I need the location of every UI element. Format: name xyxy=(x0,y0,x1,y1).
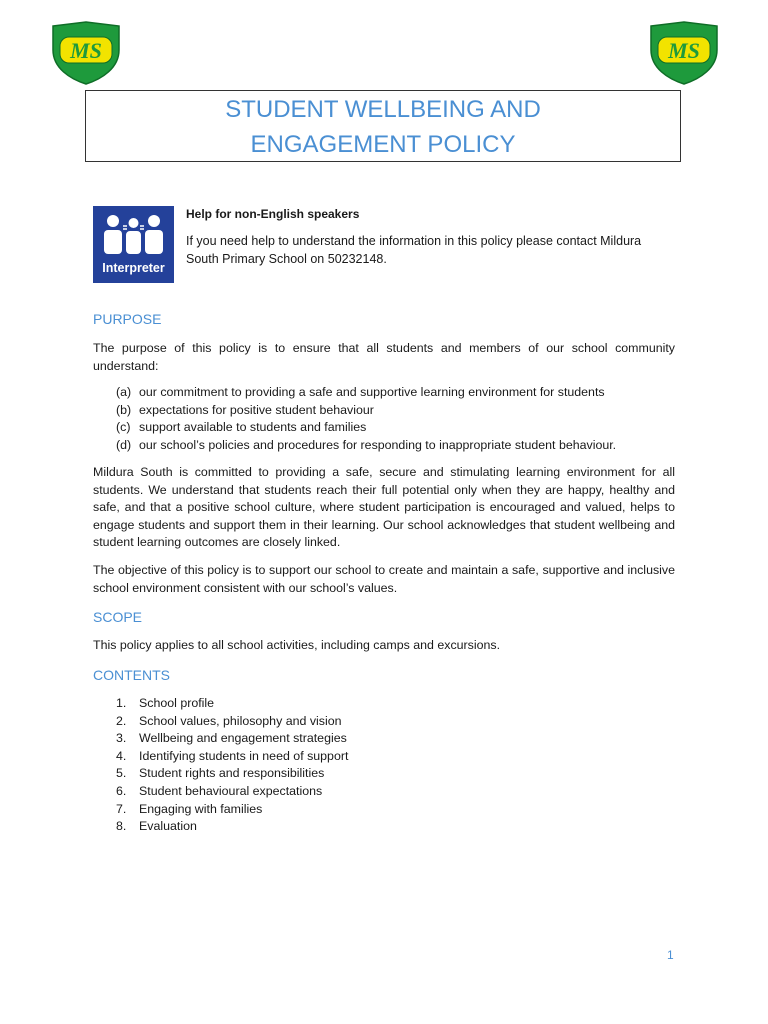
list-marker: 6. xyxy=(116,783,127,798)
page-number: 1 xyxy=(667,948,674,962)
list-item-text: expectations for positive student behaviour xyxy=(139,402,374,417)
help-text: If you need help to understand the information in this policy please contact Mildura South Primary School on 50232148. xyxy=(186,234,642,266)
list-item xyxy=(116,419,616,437)
contents-item xyxy=(116,748,348,766)
contents-item xyxy=(116,713,348,731)
list-item-text: our commitment to providing a safe and supportive learning environment for students xyxy=(139,385,605,399)
school-crest-left xyxy=(50,20,122,86)
list-item xyxy=(116,384,616,402)
purpose-intro: The purpose of this policy is to ensure that all students and members of our school community understand: xyxy=(93,341,675,373)
contents-item xyxy=(116,695,348,713)
list-marker: (d) xyxy=(116,437,132,452)
list-marker: 1. xyxy=(116,696,127,710)
list-item-text: Identifying students in need of support xyxy=(139,748,349,763)
purpose-paragraph-2: Mildura South is committed to providing a safe, secure and stimulating learning environment for all students. We understand that students reach their full potential only when they are happy, healthy and safe, and that a positive school culture, where student participation is encouraged and valued, helps to engage students and support them in their learning. Our school acknowledges that student wellbeing and student learning outcomes are closely linked. xyxy=(93,465,675,550)
interpreter-icon xyxy=(93,206,174,283)
list-item-text: Engaging with families xyxy=(139,801,263,816)
crest-monogram: MS xyxy=(70,38,102,63)
contents-heading: CONTENTS xyxy=(93,667,170,683)
scope-text: This policy applies to all school activities, including camps and excursions. xyxy=(93,638,501,652)
list-item-text: School profile xyxy=(139,696,215,710)
list-item-text: School values, philosophy and vision xyxy=(139,713,342,728)
list-marker: (a) xyxy=(116,385,132,399)
list-item-text: Student behavioural expectations xyxy=(139,783,323,798)
list-item-text: Evaluation xyxy=(139,819,197,834)
list-item-text: Student rights and responsibilities xyxy=(139,766,325,781)
interpreter-icon-label: Interpreter xyxy=(102,261,165,275)
crest-shield-icon xyxy=(648,20,720,86)
list-marker: 8. xyxy=(116,819,127,834)
list-marker: 4. xyxy=(116,748,127,763)
list-item-text: our school’s policies and procedures for responding to inappropriate student behaviour. xyxy=(139,437,617,452)
list-item xyxy=(116,402,616,420)
list-marker: (b) xyxy=(116,402,132,417)
help-title: Help for non-English speakers xyxy=(186,207,360,221)
contents-item xyxy=(116,730,348,748)
contents-item xyxy=(116,818,348,836)
contents-item xyxy=(116,765,348,783)
list-marker: 5. xyxy=(116,766,127,781)
purpose-list xyxy=(116,384,616,454)
list-item-text: support available to students and families xyxy=(139,420,367,435)
purpose-heading: PURPOSE xyxy=(93,311,162,327)
scope-heading: SCOPE xyxy=(93,609,143,625)
crest-monogram: MS xyxy=(668,38,700,63)
list-item-text: Wellbeing and engagement strategies xyxy=(139,731,347,746)
list-marker: 3. xyxy=(116,731,127,746)
contents-item xyxy=(116,783,348,801)
contents-list xyxy=(116,695,348,836)
list-marker: 2. xyxy=(116,713,127,728)
purpose-paragraph-3: The objective of this policy is to support our school to create and maintain a safe, supportive and inclusive school environment consistent with our school’s values. xyxy=(93,563,675,595)
list-item xyxy=(116,437,616,455)
document-title-line-2: ENGAGEMENT POLICY xyxy=(250,131,516,158)
crest-shield-icon xyxy=(50,20,122,86)
list-marker: (c) xyxy=(116,420,131,435)
contents-item xyxy=(116,801,348,819)
document-title-box xyxy=(85,90,681,162)
list-marker: 7. xyxy=(116,801,127,816)
document-title-line-1: STUDENT WELLBEING AND xyxy=(225,96,541,123)
school-crest-right xyxy=(648,20,720,86)
